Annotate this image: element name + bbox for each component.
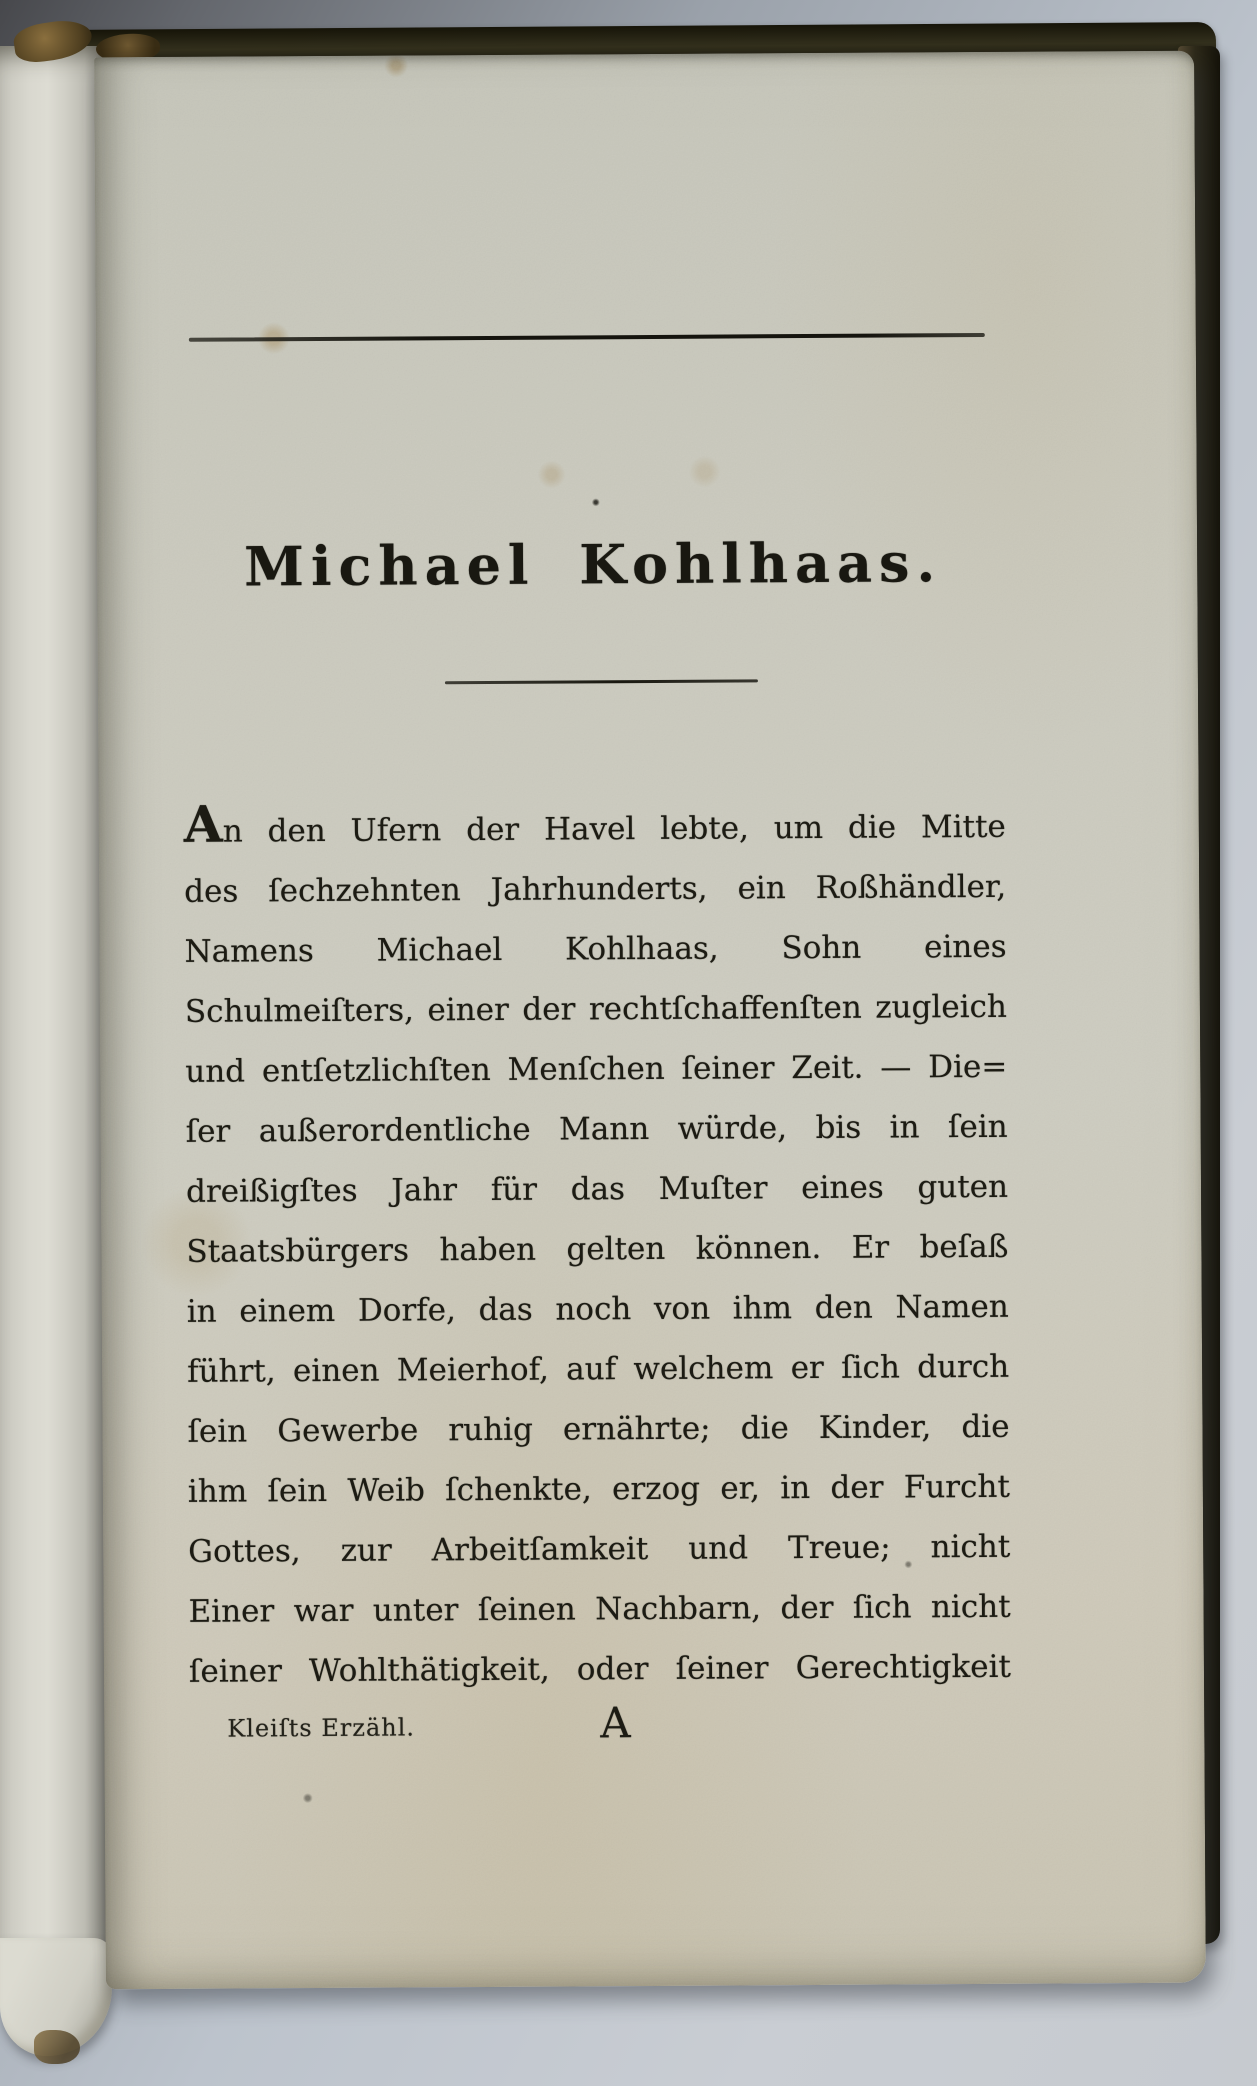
body-line: ſein Gewerbe ruhig ernährte; die Kinder, die xyxy=(187,1408,1010,1450)
book-page xyxy=(94,51,1206,1990)
body-line: führt, einen Meierhof, auf welchem er ſich durch xyxy=(187,1348,1010,1390)
page-stack-fore-edge xyxy=(0,46,106,2012)
body-paragraph xyxy=(183,794,1012,1702)
body-line: Namens Michael Kohlhaas, Sohn eines xyxy=(184,928,1007,970)
body-line: Gottes, zur Arbeitſamkeit und Treue; nicht xyxy=(188,1528,1011,1570)
torn-paper-bit xyxy=(34,2030,80,2064)
body-line: ihm ſein Weib ſchenkte, erzog er, in der Furcht xyxy=(187,1468,1010,1510)
body-line: dreißigſtes Jahr für das Muſter eines guten xyxy=(185,1168,1009,1210)
body-line: An den Ufern der Havel lebte, um die Mitte xyxy=(183,794,1006,854)
body-line: Staatsbürgers haben gelten können. Er beſaß xyxy=(186,1228,1009,1270)
header-rule xyxy=(189,333,985,341)
page-title: Michael Kohlhaas. xyxy=(243,530,943,599)
body-line: des ſechzehnten Jahrhunderts, ein Roßhändler, xyxy=(184,868,1007,910)
sheet-mark: A xyxy=(600,1698,631,1748)
body-line: Einer war unter ſeinen Nachbarn, der ſich nicht xyxy=(188,1588,1011,1630)
body-line: und entſetzlichſten Menſchen ſeiner Zeit. — Die= xyxy=(185,1048,1008,1090)
title-underline-rule xyxy=(445,679,758,683)
body-line: ſeiner Wohlthätigkeit, oder ſeiner Gerechtigkeit xyxy=(188,1648,1012,1690)
printer-signature: Kleiſts Erzähl. xyxy=(227,1713,416,1743)
body-line: Schulmeiſters, einer der rechtſchaffenſten zugleich xyxy=(184,988,1008,1030)
body-line: in einem Dorfe, das noch von ihm den Namen xyxy=(186,1288,1009,1330)
body-line: ſer außerordentliche Mann würde, bis in ſein xyxy=(185,1108,1008,1150)
